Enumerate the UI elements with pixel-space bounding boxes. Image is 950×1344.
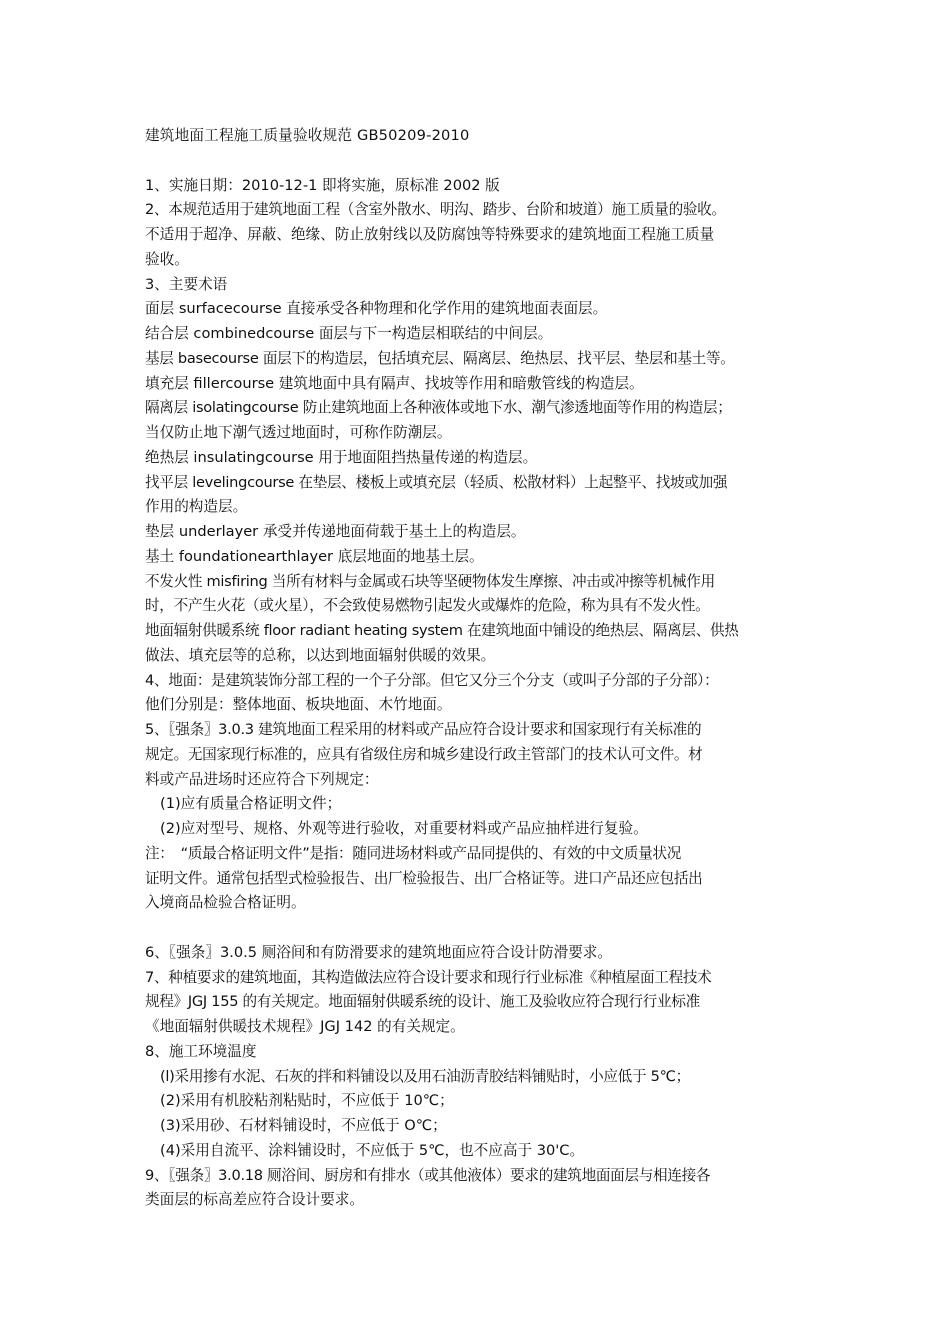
text-line: 不适用于超净、屏蔽、绝缘、防止放射线以及防腐蚀等特殊要求的建筑地面工程施工质量 xyxy=(145,226,715,243)
text-line: 5、〖强条〗3.0.3 建筑地面工程采用的材料或产品应符合设计要求和国家现行有关标准的 xyxy=(145,721,702,738)
text-line: 作用的构造层。 xyxy=(145,498,248,516)
text-line: 规程》JGJ 155 的有关规定。地面辐射供暖系统的设计、施工及验收应符合现行行业标准 xyxy=(145,993,700,1011)
text-line: 地面辐射供暖系统 floor radiant heating system 在建筑地面中铺设的绝热层、隔离层、供热 xyxy=(145,622,739,639)
list-item: (2)采用有机胶粘剂粘贴时，不应低于 10℃； xyxy=(160,1092,454,1110)
text-line: 时，不产生火花（或火星），不会致使易燃物引起发火或爆炸的危险，称为具有不发火性。 xyxy=(145,597,710,615)
text-line: 基层 basecourse 面层下的构造层，包括填充层、隔离层、绝热层、找平层、垫层和基土等。 xyxy=(145,349,735,367)
text-line: 验收。 xyxy=(145,250,189,268)
text-line: 隔离层 isolatingcourse 防止建筑地面上各种液体或地下水、潮气渗透地面等作用的构造层； xyxy=(145,399,732,417)
text-line: 4、地面：是建筑装饰分部工程的一个子分部。但它又分三个分支（或叫子分部的子分部）： xyxy=(145,671,719,689)
text-line: 8、施工环境温度 xyxy=(145,1042,257,1060)
text-line: 做法、填充层等的总称，以达到地面辐射供暖的效果。 xyxy=(145,646,496,664)
text-line: 1、实施日期：2010-12-1 即将实施，原标准 2002 版 xyxy=(145,176,500,194)
text-line: 7、种植要求的建筑地面，其构造做法应符合设计要求和现行行业标准《种植屋面工程技术 xyxy=(145,968,712,986)
list-item: (4)采用自流平、涂料铺设时，不应低于 5℃，也不应高于 30'C。 xyxy=(160,1141,585,1159)
blank-line xyxy=(145,149,825,174)
text-line: 结合层 combinedcourse 面层与下一构造层相联结的中间层。 xyxy=(145,325,553,342)
text-line: 料或产品进场时还应符合下列规定： xyxy=(145,770,379,788)
list-item: (l)采用掺有水泥、石灰的拌和料铺设以及用石油沥青胶结料铺贴时，小应低于 5℃； xyxy=(160,1067,690,1085)
text-line: 入境商品检验合格证明。 xyxy=(145,894,306,912)
text-line: 3、主要术语 xyxy=(145,275,228,293)
text-line: 面层 surfacecourse 直接承受各种物理和化学作用的建筑地面表面层。 xyxy=(145,300,608,318)
text-line: 当仅防止地下潮气透过地面时，可称作防潮层。 xyxy=(145,424,452,441)
text-line: 他们分别是：整体地面、板块地面、木竹地面。 xyxy=(145,696,452,714)
list-item: (1)应有质量合格证明文件； xyxy=(160,795,342,813)
text-line: 基土 foundationearthlayer 底层地面的地基土层。 xyxy=(145,547,484,565)
document-page xyxy=(145,124,825,1213)
blank-line xyxy=(145,916,825,941)
text-line: 2、本规范适用于建筑地面工程（含室外散水、明沟、踏步、台阶和坡道）施工质量的验收。 xyxy=(145,201,726,219)
text-line: 绝热层 insulatingcourse 用于地面阻挡热量传递的构造层。 xyxy=(145,448,538,466)
note-line: 注： “质最合格证明文件”是指：随同进场材料或产品同提供的、有效的中文质量状况 xyxy=(145,844,682,862)
document-title: 建筑地面工程施工质量验收规范 GB50209-2010 xyxy=(145,127,470,144)
text-line: 证明文件。通常包括型式检验报告、出厂检验报告、出厂合格证等。进口产品还应包括出 xyxy=(145,869,703,887)
text-line: 找平层 levelingcourse 在垫层、楼板上或填充层（轻质、松散材料）上起整平、找坡或加强 xyxy=(145,473,728,491)
text-line: 9、〖强条〗3.0.18 厕浴间、厨房和有排水（或其他液体）要求的建筑地面面层与相连接各 xyxy=(145,1166,711,1184)
text-line: 规定。无国家现行标准的，应具有省级住房和城乡建设行政主管部门的技术认可文件。材 xyxy=(145,745,703,763)
list-item: (3)采用砂、石材料铺设时，不应低于 O℃； xyxy=(160,1117,447,1134)
text-line: 不发火性 misfiring 当所有材料与金属或石块等坚硬物体发生摩擦、冲击或冲擦等机械作用 xyxy=(145,572,715,590)
text-line: 6、〖强条〗3.0.5 厕浴间和有防滑要求的建筑地面应符合设计防滑要求。 xyxy=(145,943,612,961)
text-line: 类面层的标高差应符合设计要求。 xyxy=(145,1191,364,1209)
text-line: 填充层 fillercourse 建筑地面中具有隔声、找坡等作用和暗敷管线的构造层。 xyxy=(145,374,644,392)
list-item: (2)应对型号、规格、外观等进行验收，对重要材料或产品应抽样进行复验。 xyxy=(160,820,648,837)
text-line: 垫层 underlayer 承受并传递地面荷载于基土上的构造层。 xyxy=(145,523,526,540)
text-line: 《地面辐射供暖技术规程》JGJ 142 的有关规定。 xyxy=(145,1018,465,1035)
